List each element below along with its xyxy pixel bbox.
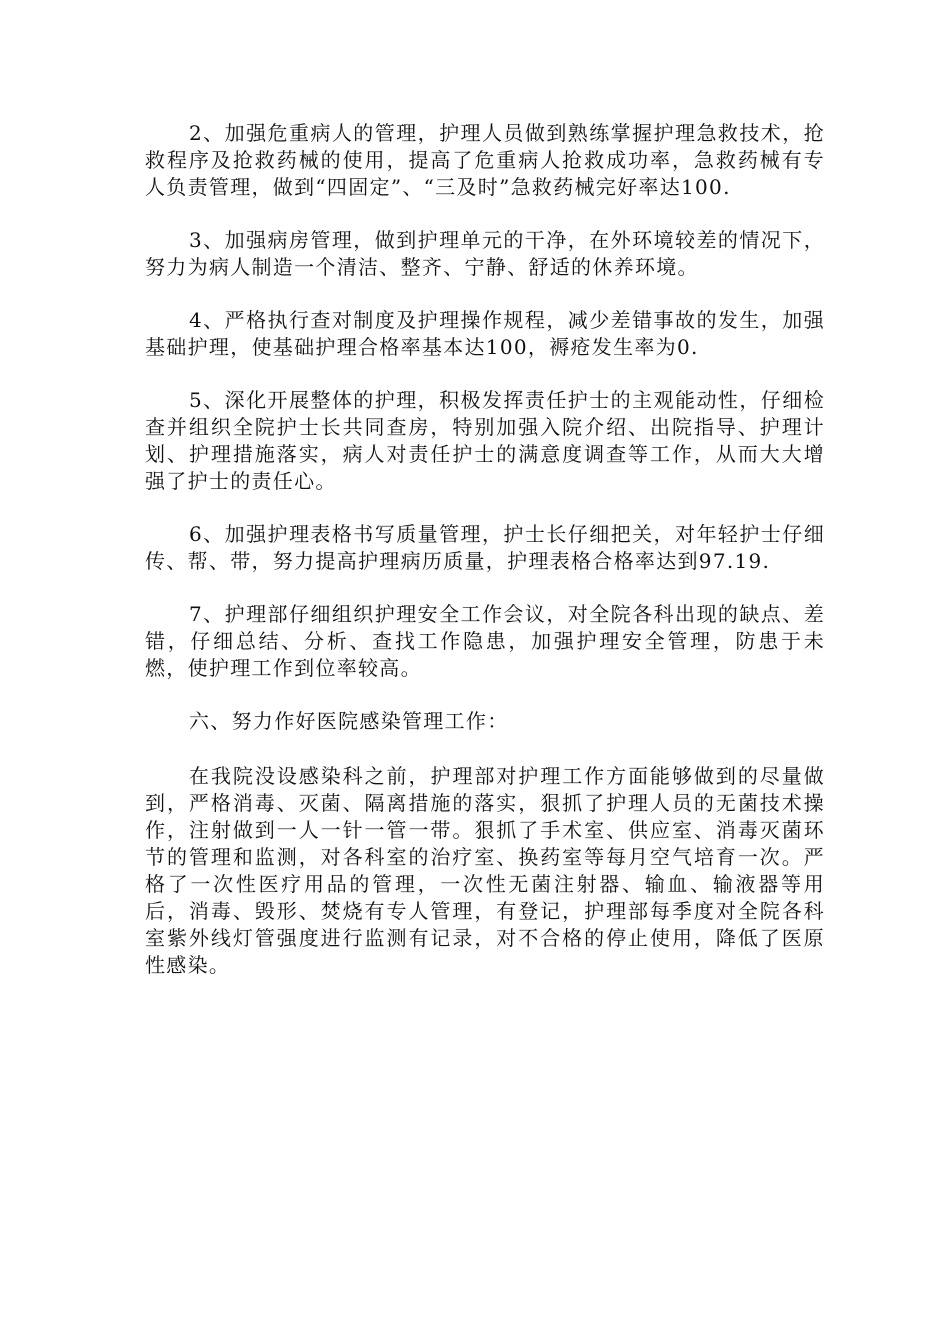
paragraph-item-5: 5、深化开展整体的护理，积极发挥责任护士的主观能动性，仔细检查并组织全院护士长共同查房，特别加强入院介绍、出院指导、护理计划、护理措施落实，病人对责任护士的满意度调查等工作，从而大大增强了护士的责任心。	[145, 388, 825, 493]
paragraph-item-3: 3、加强病房管理，做到护理单元的干净，在外环境较差的情况下，努力为病人制造一个清洁、整齐、宁静、舒适的休养环境。	[145, 228, 825, 279]
document-body	[145, 120, 825, 1005]
paragraph-item-6: 6、加强护理表格书写质量管理，护士长仔细把关，对年轻护士仔细传、帮、带，努力提高护理病历质量，护理表格合格率达到97.19.	[145, 522, 825, 573]
paragraph-item-2: 2、加强危重病人的管理，护理人员做到熟练掌握护理急救技术，抢救程序及抢救药械的使用，提高了危重病人抢救成功率，急救药械有专人负责管理，做到“四固定”、“三及时”急救药械完好率达100.	[145, 121, 825, 199]
section-heading: 六、努力作好医院感染管理工作：	[189, 709, 509, 733]
paragraph-infection-control: 在我院没设感染科之前，护理部对护理工作方面能够做到的尽量做到，严格消毒、灭菌、隔离措施的落实，狠抓了护理人员的无菌技术操作，注射做到一人一针一管一带。狠抓了手术室、供应室、消毒灭菌环节的管理和监测，对各科室的治疗室、换药室等每月空气培育一次。严格了一次性医疗用品的管理，一次性无菌注射器、输血、输液器等用后，消毒、毁形、焚烧有专人管理，有登记，护理部每季度对全院各科室紫外线灯管强度进行监测有记录，对不合格的停止使用，降低了医原性感染。	[145, 764, 825, 977]
paragraph-item-7: 7、护理部仔细组织护理安全工作会议，对全院各科出现的缺点、差错，仔细总结、分析、查找工作隐患，加强护理安全管理，防患于未燃，使护理工作到位率较高。	[145, 602, 825, 680]
paragraph-item-4: 4、严格执行查对制度及护理操作规程，减少差错事故的发生，加强基础护理，使基础护理合格率基本达100，褥疮发生率为0.	[145, 308, 825, 359]
